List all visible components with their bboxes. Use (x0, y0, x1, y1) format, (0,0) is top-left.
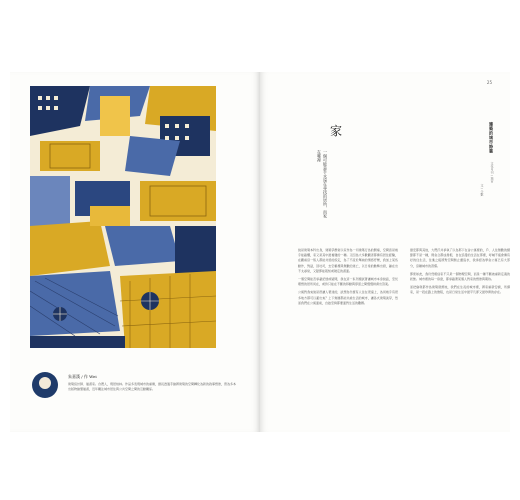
cityscape-illustration-art (30, 86, 216, 348)
page-number: 25 (486, 80, 492, 85)
author-name: 朱嘉漢 / 作 Wei (68, 374, 97, 379)
body-paragraph: 一個空間能否承載記憶或疑問，我在這一系列裡試著讓城市本身說話，至於理想的居所何在，或許只能在不斷的移動與停留之間慢慢拼湊出答案。 (298, 277, 398, 287)
article-byline: 文 / 少數 (480, 184, 484, 196)
left-page (10, 72, 260, 432)
body-paragraph: 說是建築本科出身，建築學群常以家作為一切建築行為的開端，空間竟是幾乎能載體，家又是其中最複雜的一種。又因為大多數觀者都擁有居住經驗，在觀看這一般人都能共感的設定，為了不流於單純的情感抒懷，我加上某些動作，對話，回吐司，去空帳裡與無數的迷亡，以日常的動勢出發，鋪在出不太尋常，又隨即能報知或破定的畫面。 (298, 248, 398, 273)
body-column-1 (298, 248, 398, 309)
cityscape-illustration (30, 86, 216, 348)
article-title: 家 (330, 124, 343, 138)
right-page (260, 72, 510, 432)
body-paragraph: 而把倫敦都作為建築發源地，我們在生長的城市裡，將家重新安頓，所謂家，是一段在路上的旅程，也是日常生活中最平凡卻又最珍貴的存在。 (410, 285, 510, 295)
body-paragraph: 公寓對我來說是很讓人著迷的，試想為什麼有人住在很遠上，為何幾乎有很多地方都可以蓋出來？上下幾層都能共處生活的城市，讓各式建築美學，然而我們在公寓面前，自始至終都要面對生活的難題。 (298, 290, 398, 305)
body-paragraph: 總安都與其他，大們打井爭執了以為那下在舍公寓裡的，戶、人住無數的細節都不是一種，例舍合都成員相，自在浪漫的生活在那裡，呼喊不後會擁有好的住生活，住進之後卻對空間無止盡追求，我承認為掌舍公寓已有大部分，這種城市的習慣。 (410, 248, 510, 268)
body-column-2 (410, 248, 510, 299)
body-paragraph: 即使如此，我仍然相信家不只是一個物理空間，而是一種不斷被重新定義的狀態。城市裡的每一扇窗，都承載著某個人對家的想像與期待。 (410, 271, 510, 282)
author-bio: 建築設計師、插畫家。台灣人，現居柏林。作品多表現城市的重疊，擅長透過手繪將建築的空間轉化為新的敘事想像，曾為多本出版物繪製插畫，近年關注城市居住與公共空間之間的互動關係。 (68, 382, 237, 391)
series-title: 建築的城市詩篇 (489, 122, 494, 154)
article-meta: 文化月刊 / 城市 (490, 162, 494, 183)
author-avatar (32, 372, 58, 398)
article-subtitle: 一個可能是乎永遠在尋找的居所，而家在哪裡 (317, 150, 328, 218)
